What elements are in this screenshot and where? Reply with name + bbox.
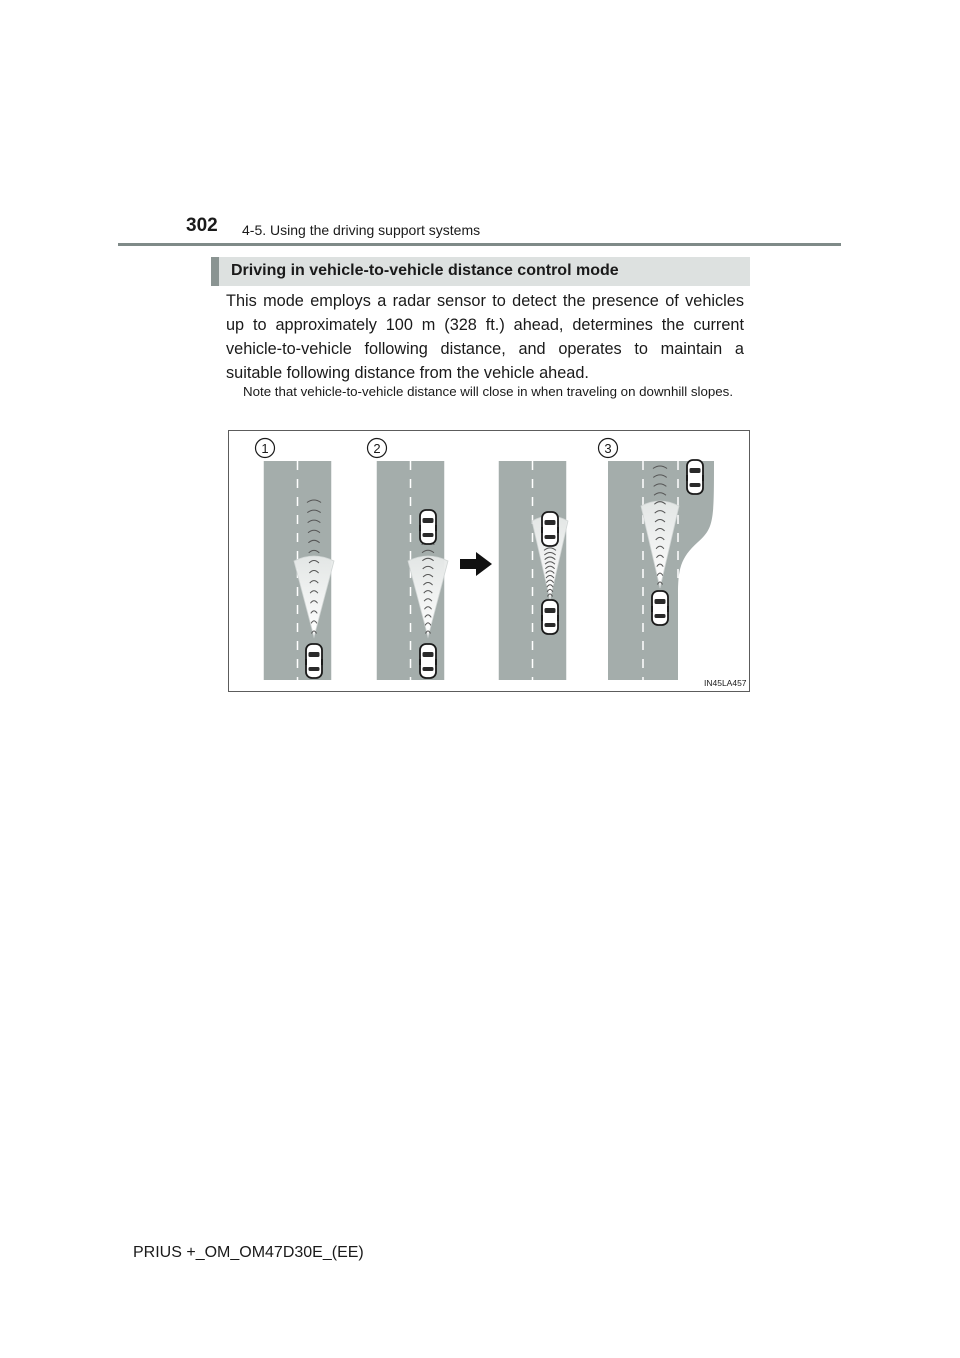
figure-code: IN45LA457 [704, 678, 747, 688]
section-title: 4-5. Using the driving support systems [242, 222, 481, 238]
car-icon [542, 600, 558, 634]
footer-code: PRIUS +_OM_OM47D30E_(EE) [133, 1244, 364, 1261]
page-number: 302 [186, 215, 218, 236]
callout-2 [368, 439, 387, 458]
note-paragraph: Note that vehicle-to-vehicle distance will close in when traveling on downhill slopes. [243, 384, 734, 399]
subheading-bar [211, 257, 750, 286]
callout-1-label: 1 [261, 441, 269, 456]
header-rule [118, 243, 841, 246]
distance-control-figure [228, 430, 750, 692]
car-icon [542, 512, 558, 546]
car-icon [306, 644, 322, 678]
body-paragraph: This mode employs a radar sensor to detect the presence of vehicles up to approximately 100 m (328 ft.) ahead, determines the current vehicle-to-vehicle following distance, and operates to maintain a suitable following distance from the vehicle ahead. [226, 292, 744, 382]
callout-3-label: 3 [604, 441, 612, 456]
car-icon [420, 510, 436, 544]
subheading-text: Driving in vehicle-to-vehicle distance control mode [231, 262, 619, 279]
callout-1 [256, 439, 275, 458]
car-icon [652, 591, 668, 625]
callout-3 [599, 439, 618, 458]
car-icon [420, 644, 436, 678]
callout-2-label: 2 [373, 441, 381, 456]
car-icon [687, 460, 703, 494]
